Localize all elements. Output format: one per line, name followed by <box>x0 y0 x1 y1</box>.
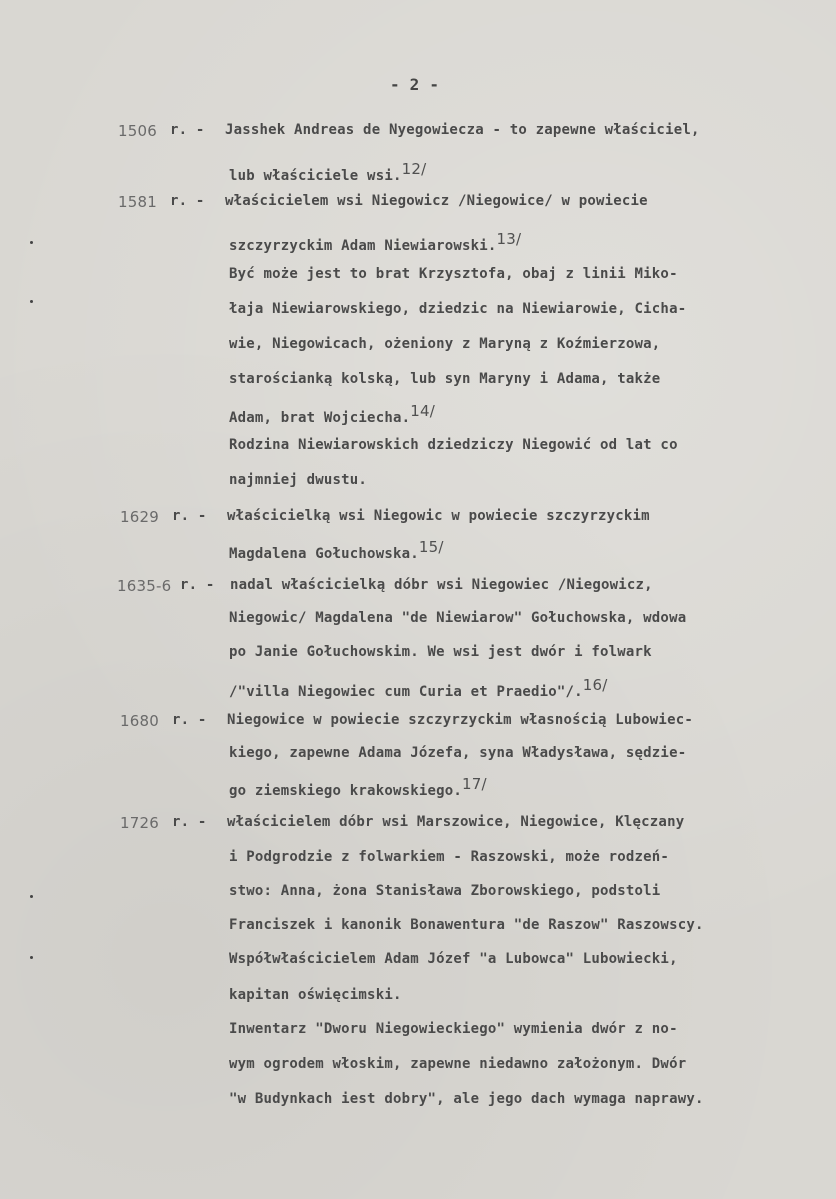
entry-marker: r. - <box>170 193 205 209</box>
footnote-ref: 16/ <box>582 676 608 694</box>
entry-line: Niegowice w powiecie szczyrzyckim własnością Lubowiec- <box>227 712 693 728</box>
entry-line: stwo: Anna, żona Stanisława Zborowskiego, podstoli <box>229 883 661 899</box>
margin-mark <box>30 956 33 959</box>
entry-line: Inwentarz "Dworu Niegowieckiego" wymienia dwór z no- <box>229 1021 678 1037</box>
entry-line: i Podgrodzie z folwarkiem - Raszowski, może rodzeń- <box>229 849 670 865</box>
entry-date: 1629 <box>120 508 159 526</box>
entry-line: Niegowic/ Magdalena "de Niewiarow" Gołuchowska, wdowa <box>229 610 687 626</box>
entry-line-text: lub właściciele wsi. <box>229 168 402 184</box>
entry-line: Franciszek i kanonik Bonawentura "de Raszow" Raszowscy. <box>229 917 704 933</box>
entry-date: 1680 <box>120 712 159 730</box>
entry-marker: r. - <box>172 508 207 524</box>
page-number: - 2 - <box>390 75 440 94</box>
entry-date: 1726 <box>120 814 159 832</box>
entry-line-text: szczyrzyckim Adam Niewiarowski. <box>229 238 497 254</box>
entry-line-last <box>229 230 521 254</box>
note-line: Być może jest to brat Krzysztofa, obaj z linii Miko- <box>229 266 678 282</box>
footnote-ref: 15/ <box>418 538 444 556</box>
entry-line-last <box>229 775 487 799</box>
margin-mark <box>30 895 33 898</box>
note-line-text: Adam, brat Wojciecha. <box>229 410 411 426</box>
entry-line: Współwłaścicielem Adam Józef "a Lubowca" Lubowiecki, <box>229 951 678 967</box>
note-line: najmniej dwustu. <box>229 472 368 488</box>
entry-line: nadal właścicielką dóbr wsi Niegowiec /Niegowicz, <box>230 577 653 593</box>
footnote-ref: 12/ <box>401 160 427 178</box>
entry-line: właścicielem dóbr wsi Marszowice, Niegowice, Klęczany <box>227 814 685 830</box>
entry-line: wym ogrodem włoskim, zapewne niedawno założonym. Dwór <box>229 1056 687 1072</box>
entry-line-last <box>229 538 444 562</box>
entry-line: właścicielem wsi Niegowicz /Niegowice/ w powiecie <box>225 193 648 209</box>
margin-mark <box>30 241 33 244</box>
entry-marker: r. - <box>172 712 207 728</box>
entry-line: kapitan oświęcimski. <box>229 987 402 1003</box>
entry-date: 1581 <box>118 193 157 211</box>
note-line: starościanką kolską, lub syn Maryny i Adama, także <box>229 371 661 387</box>
entry-line: Jasshek Andreas de Nyegowiecza - to zapewne właściciel, <box>225 122 700 138</box>
footnote-ref: 17/ <box>461 775 487 793</box>
footnote-ref: 14/ <box>410 402 435 420</box>
entry-line: po Janie Gołuchowskim. We wsi jest dwór i folwark <box>229 644 652 660</box>
entry-line-text: go ziemskiego krakowskiego. <box>229 783 462 799</box>
entry-marker: r. - <box>180 577 215 593</box>
footnote-ref: 13/ <box>496 230 522 248</box>
entry-line: "w Budynkach iest dobry", ale jego dach wymaga naprawy. <box>229 1091 704 1107</box>
entry-line: kiego, zapewne Adama Józefa, syna Władysława, sędzie- <box>229 745 687 761</box>
entry-line-last <box>229 676 608 700</box>
note-line: wie, Niegowicach, ożeniony z Maryną z Koźmierzowa, <box>229 336 661 352</box>
margin-mark <box>30 300 33 303</box>
entry-marker: r. - <box>170 122 205 138</box>
entry-line-last <box>229 160 426 184</box>
note-line: Rodzina Niewiarowskich dziedziczy Niegowić od lat co <box>229 437 678 453</box>
entry-date: 1506 <box>118 122 157 140</box>
note-line: łaja Niewiarowskiego, dziedzic na Niewiarowie, Cicha- <box>229 301 687 317</box>
entry-line-text: /"villa Niegowiec cum Curia et Praedio"/. <box>229 684 583 700</box>
note-line-last <box>229 402 435 426</box>
entry-line-text: Magdalena Gołuchowska. <box>229 546 419 562</box>
entry-marker: r. - <box>172 814 207 830</box>
entry-date: 1635-6 <box>117 577 172 595</box>
entry-line: właścicielką wsi Niegowic w powiecie szczyrzyckim <box>227 508 650 524</box>
